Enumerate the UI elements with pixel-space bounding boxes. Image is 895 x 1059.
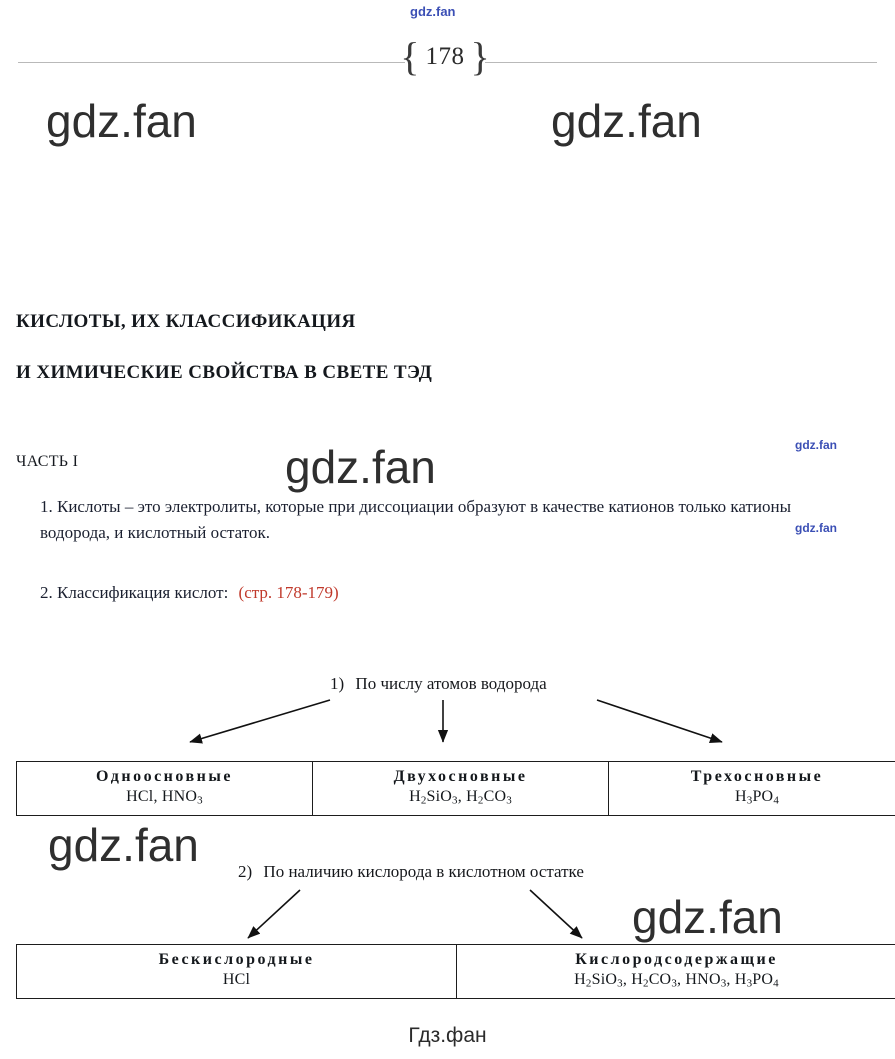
page-number-badge <box>400 33 490 81</box>
cell-dibasic-formulas: $H_2SiO_3$, $H_2CO_3$ <box>409 788 512 807</box>
scheme-1-caption-text: По числу атомов водорода <box>355 674 547 693</box>
watermark-text: gdz.fan <box>410 4 456 19</box>
page-number: 178 <box>425 43 465 70</box>
watermark-lower-left-large: gdz.fan <box>48 819 199 871</box>
classification-table-by-hydrogen <box>16 761 895 816</box>
watermark-top-small <box>410 4 456 19</box>
table-row <box>17 762 895 816</box>
watermark-left-large: gdz.fan <box>46 95 197 147</box>
scheme-2-index: 2) <box>238 862 253 881</box>
cell-oxygenated-title: Кислородсодержащие <box>575 951 778 968</box>
scheme-2-caption-text: По наличию кислорода в кислотном остатке <box>263 862 584 881</box>
scheme-1-index: 1) <box>330 674 345 693</box>
answer-item-2-text: 2. Классификация кислот: <box>40 583 229 602</box>
cell-oxygenated-formulas: $H_2SiO_3$, $H_2CO_3$, $HNO_3$, $H_3PO_4$ <box>574 971 779 990</box>
classification-table-by-oxygen <box>16 944 895 999</box>
cell-tribasic-formulas: $H_3PO_4$ <box>734 788 780 807</box>
cell-tribasic-title: Трехосновные <box>690 768 824 785</box>
answer-item-2 <box>40 580 860 606</box>
brace-right-icon: } <box>470 34 490 79</box>
cell-oxygenated <box>457 945 895 999</box>
cell-monobasic-title: Одноосновные <box>96 768 233 785</box>
table-row <box>17 945 895 999</box>
answer-item-2-reference: (стр. 178-179) <box>238 583 339 602</box>
brace-left-icon: { <box>400 34 420 79</box>
cell-anoxic <box>17 945 457 999</box>
answer-item-1: 1. Кислоты – это электролиты, которые при диссоциации образуют в качестве катионов только катионы водорода, и кислотный остаток. <box>40 497 791 542</box>
watermark-text: gdz.fan <box>795 438 837 452</box>
watermark-right-small-1 <box>795 438 837 452</box>
page-title-line-2: И ХИМИЧЕСКИЕ СВОЙСТВА В СВЕТЕ ТЭД <box>16 362 433 383</box>
watermark-text: gdz.fan <box>795 521 837 535</box>
scheme-1-caption <box>330 674 547 694</box>
watermark-center-large: gdz.fan <box>285 441 436 493</box>
cell-monobasic <box>17 762 313 816</box>
footer-brand: Гдз.фан <box>408 1024 487 1047</box>
cell-anoxic-title: Бескислородные <box>158 951 315 969</box>
scheme-2-caption <box>238 862 584 882</box>
watermark-right-large: gdz.fan <box>551 95 702 147</box>
cell-anoxic-formulas: HCl <box>222 971 251 989</box>
cell-dibasic-title: Двухосновные <box>393 768 528 785</box>
part-label: ЧАСТЬ I <box>16 453 79 470</box>
cell-dibasic <box>313 762 609 816</box>
watermark-lower-right-large: gdz.fan <box>632 891 783 943</box>
page-title-line-1: КИСЛОТЫ, ИХ КЛАССИФИКАЦИЯ <box>16 311 356 332</box>
cell-monobasic-formulas: HCl, $HNO_3$ <box>126 788 203 807</box>
cell-tribasic <box>609 762 895 816</box>
